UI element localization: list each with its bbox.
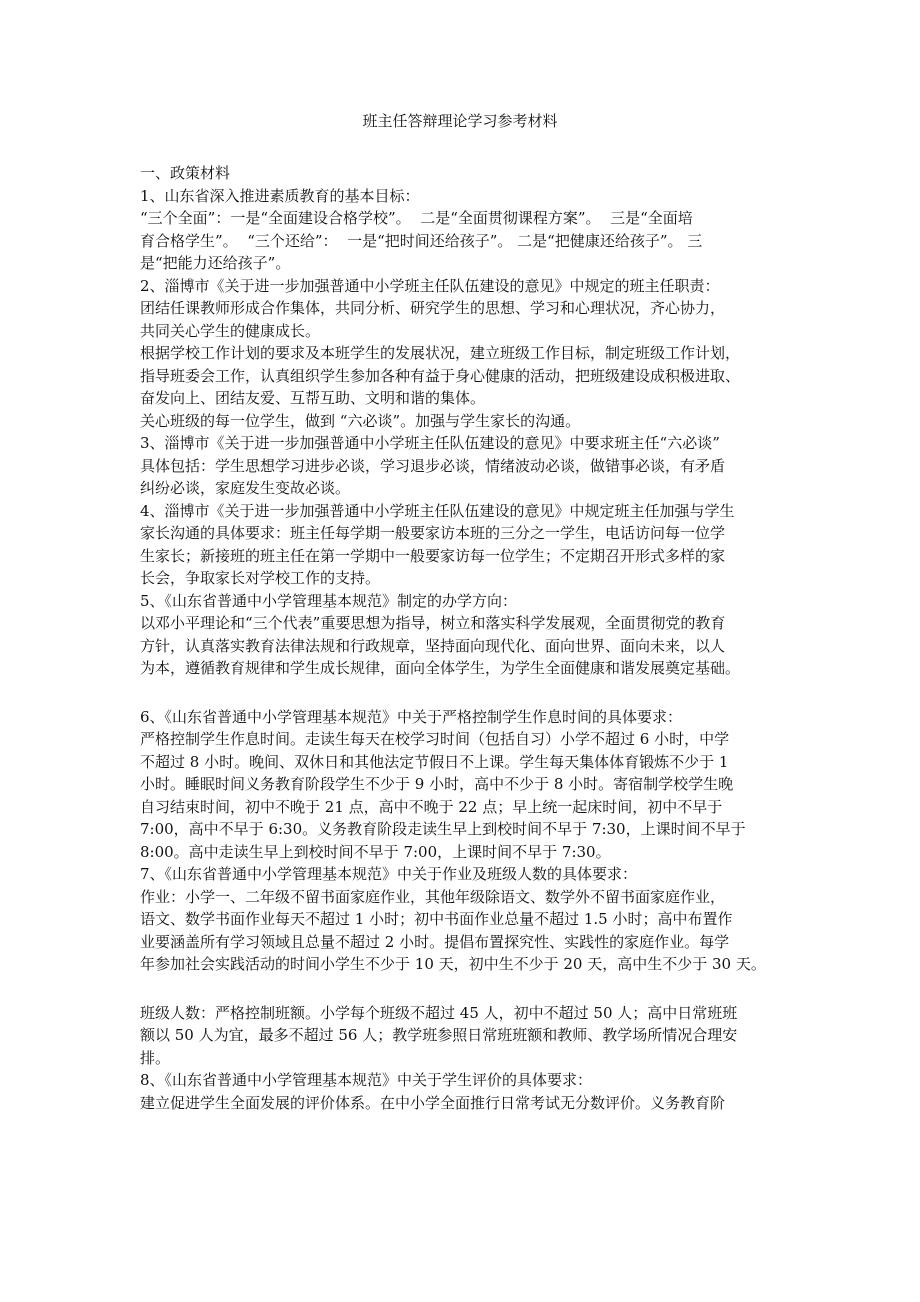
text-line: 方针，认真落实教育法律法规和行政规章，坚持面向现代化、面向世界、面向未来，以人 (140, 636, 726, 655)
text-line: 团结任课教师形成合作集体，共同分析、研究学生的思想、学习和心理状况，齐心协力， (140, 299, 726, 317)
blank-line (140, 976, 800, 1002)
text-line: 3、淄博市《关于进一步加强普通中小学班主任队伍建设的意见》中要求班主任“六必谈” (140, 434, 720, 452)
text-line: 家长沟通的具体要求：班主任每学期一般要家访本班的三分之一学生，电话访问每一位学 (140, 524, 726, 542)
text-line: 年参加社会实践活动的时间小学生不少于 10 天，初中生不少于 20 天，高中生不少于 30 天。 (140, 955, 766, 973)
text-line: 4、淄博市《关于进一步加强普通中小学班主任队伍建设的意见》中规定班主任加强与学生 (140, 501, 735, 520)
text-line: 2、淄博市《关于进一步加强普通中小学班主任队伍建设的意见》中规定的班主任职责： (140, 276, 720, 295)
text-line: 关心班级的每一位学生，做到 “六必谈”。加强与学生家长的沟通。 (140, 411, 581, 430)
text-line: 共同关心学生的健康成长。 (140, 321, 321, 340)
text-line: 育合格学生”。 “三个还给”： 一是“把时间还给孩子”。 二是“把健康还给孩子”。 三 (140, 231, 703, 250)
text-line: 语文、数学书面作业每天不超过 1 小时；初中书面作业总量不超过 1.5 小时；高中布置作 (140, 910, 733, 928)
document-body (140, 162, 920, 1114)
text-line: 不超过 8 小时。晚间、双休日和其他法定节假日不上课。学生每天集体体育锻炼不少于 1 (140, 752, 729, 771)
text-line: 奋发向上、团结友爱、互帮互助、文明和谐的集体。 (140, 389, 486, 407)
text-line: 6、《山东省普通中小学管理基本规范》中关于严格控制学生作息时间的具体要求： (140, 707, 683, 726)
text-line: 以邓小平理论和“三个代表”重要思想为指导，树立和落实科学发展观，全面贯彻党的教育 (140, 614, 726, 632)
text-line: 是“把能力还给孩子”。 (140, 254, 291, 272)
text-line: 生家长；新接班的班主任在第一学期中一般要家访每一位学生；不定期召开形式多样的家 (140, 546, 726, 565)
text-line: 纠纷必谈，家庭发生变故必谈。 (140, 479, 351, 497)
text-line: 具体包括：学生思想学习进步必谈，学习退步必谈，情绪波动必谈，做错事必谈，有矛盾 (140, 456, 726, 475)
text-line: 额以 50 人为宜，最多不超过 56 人；教学班参照日常班班额和教师、教学场所情况合理安 (140, 1026, 738, 1044)
text-line: 小时。睡眠时间义务教育阶段学生不少于 9 小时，高中不少于 8 小时。寄宿制学校学生晚 (140, 775, 734, 793)
text-line: 8、《山东省普通中小学管理基本规范》中关于学生评价的具体要求： (140, 1071, 593, 1089)
text-line: 为本，遵循教育规律和学生成长规律，面向全体学生，为学生全面健康和谐发展奠定基础。 (140, 659, 741, 677)
text-line: “三个全面”：一是“全面建设合格学校”。 二是“全面贯彻课程方案”。 三是“全面培 (140, 209, 693, 227)
text-line: 班级人数：严格控制班额。小学每个班级不超过 45 人，初中不超过 50 人；高中日常班班 (140, 1003, 738, 1022)
text-line: 建立促进学生全面发展的评价体系。在中小学全面推行日常考试无分数评价。义务教育阶 (140, 1093, 726, 1112)
text-line: 一、政策材料 (140, 164, 231, 182)
text-line: 根据学校工作计划的要求及本班学生的发展状况，建立班级工作目标，制定班级工作计划， (140, 344, 741, 362)
text-line: 7:00，高中不早于 6:30。义务教育阶段走读生早上到校时间不早于 7:30，上课时间不早于 (140, 820, 746, 838)
text-line: 7、《山东省普通中小学管理基本规范》中关于作业及班级人数的具体要求： (140, 865, 638, 883)
blank-line (140, 680, 800, 706)
text-line: 5、《山东省普通中小学管理基本规范》制定的办学方向： (140, 591, 518, 610)
text-line: 1、山东省深入推进素质教育的基本目标： (140, 186, 420, 205)
text-line: 自习结束时间，初中不晚于 21 点，高中不晚于 22 点；早上统一起床时间，初中不早于 (140, 797, 723, 816)
text-line: 作业：小学一、二年级不留书面家庭作业，其他年级除语文、数学外不留书面家庭作业， (140, 887, 726, 906)
text-line: 业要涵盖所有学习领域且总量不超过 2 小时。提倡布置探究性、实践性的家庭作业。每学 (140, 932, 730, 951)
text-line: 排。 (140, 1048, 171, 1067)
text-line: 长会，争取家长对学校工作的支持。 (140, 569, 381, 587)
text-line: 8:00。高中走读生早上到校时间不早于 7:00，上课时间不早于 7:30。 (140, 842, 611, 861)
text-line: 指导班委会工作，认真组织学生参加各种有益于身心健康的活动，把班级建设成积极进取、 (140, 366, 741, 385)
text-line: 严格控制学生作息时间。走读生每天在校学习时间（包括自习）小学不超过 6 小时，中学 (140, 730, 730, 748)
document-title: 班主任答辩理论学习参考材料 (362, 112, 558, 130)
